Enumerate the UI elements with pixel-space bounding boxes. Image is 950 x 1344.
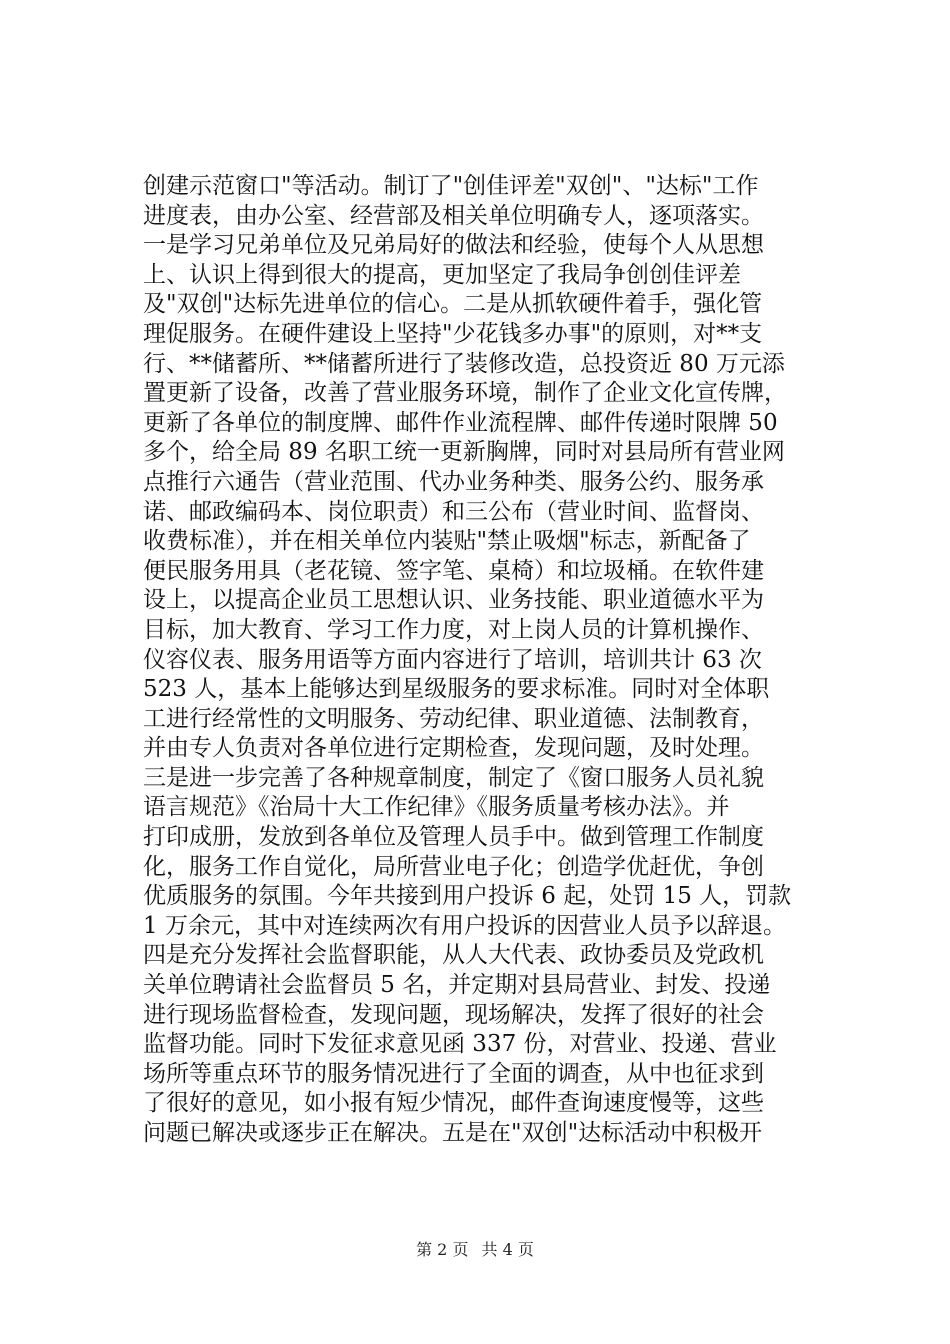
text-line: 目标，加大教育、学习工作力度，对上岗人员的计算机操作、 (143, 616, 764, 643)
text-line: 行、**储蓄所、**储蓄所进行了装修改造，总投资近 80 万元添 (143, 350, 785, 377)
text-line: 便民服务用具（老花镜、签字笔、桌椅）和垃圾桶。在软件建 (143, 557, 764, 584)
page-number: 第 2 页 (416, 1240, 469, 1259)
text-line: 了很好的意见，如小报有短少情况，邮件查询速度慢等，这些 (143, 1090, 764, 1117)
text-line: 523 人，基本上能够达到星级服务的要求标准。同时对全体职 (143, 676, 770, 703)
text-line: 进行现场监督检查，发现问题，现场解决，发挥了很好的社会 (143, 1001, 764, 1028)
text-line: 进度表，由办公室、经营部及相关单位明确专人，逐项落实。 (143, 202, 764, 229)
text-line: 三是进一步完善了各种规章制度，制定了《窗口服务人员礼貌 (143, 764, 764, 791)
text-line: 多个，给全局 89 名职工统一更新胸牌，同时对县局所有营业网 (143, 439, 785, 466)
text-line: 优质服务的氛围。今年共接到用户投诉 6 起，处罚 15 人，罚款 (143, 883, 792, 910)
text-line: 关单位聘请社会监督员 5 名，并定期对县局营业、封发、投递 (143, 972, 771, 999)
text-line: 并由专人负责对各单位进行定期检查，发现问题，及时处理。 (143, 735, 764, 762)
text-line: 语言规范》《治局十大工作纪律》《服务质量考核办法》。并 (143, 794, 730, 821)
text-line: 一是学习兄弟单位及兄弟局好的做法和经验，使每个人从思想 (143, 232, 764, 259)
text-line: 及"双创"达标先进单位的信心。二是从抓软硬件着手，强化管 (143, 291, 763, 318)
text-line: 1 万余元，其中对连续两次有用户投诉的因营业人员予以辞退。 (143, 912, 786, 939)
text-line: 打印成册，发放到各单位及管理人员手中。做到管理工作制度 (143, 824, 764, 851)
text-line: 问题已解决或逐步正在解决。五是在"双创"达标活动中积极开 (143, 1120, 763, 1146)
text-line: 仪容仪表、服务用语等方面内容进行了培训，培训共计 63 次 (143, 646, 762, 673)
body-text (143, 172, 843, 1149)
text-line: 四是充分发挥社会监督职能，从人大代表、政协委员及党政机 (143, 942, 764, 969)
text-line: 创建示范窗口"等活动。制订了"创佳评差"双创"、"达标"工作 (143, 173, 759, 199)
page-footer (0, 1240, 950, 1260)
text-line: 设上，以提高企业员工思想认识、业务技能、职业道德水平为 (143, 587, 764, 614)
text-line: 收费标准），并在相关单位内装贴"禁止吸烟"标志，新配备了 (143, 528, 751, 555)
text-line: 理促服务。在硬件建设上坚持"少花钱多办事"的原则，对**支 (143, 320, 763, 347)
text-line: 诺、邮政编码本、岗位职责）和三公布（营业时间、监督岗、 (143, 498, 764, 525)
text-line: 置更新了设备，改善了营业服务环境，制作了企业文化宣传牌， (143, 380, 787, 407)
text-line: 上、认识上得到很大的提高，更加坚定了我局争创创佳评差 (143, 261, 741, 288)
text-line: 更新了各单位的制度牌、邮件作业流程牌、邮件传递时限牌 50 (143, 409, 778, 436)
text-line: 化，服务工作自觉化，局所营业电子化；创造学优赶优，争创 (143, 853, 764, 880)
text-line: 点推行六通告（营业范围、代办业务种类、服务公约、服务承 (143, 468, 764, 495)
page-total: 共 4 页 (481, 1240, 534, 1259)
text-line: 监督功能。同时下发征求意见函 337 份，对营业、投递、营业 (143, 1031, 777, 1058)
text-line: 场所等重点环节的服务情况进行了全面的调查，从中也征求到 (143, 1060, 764, 1087)
text-line: 工进行经常性的文明服务、劳动纪律、职业道德、法制教育， (143, 705, 764, 732)
